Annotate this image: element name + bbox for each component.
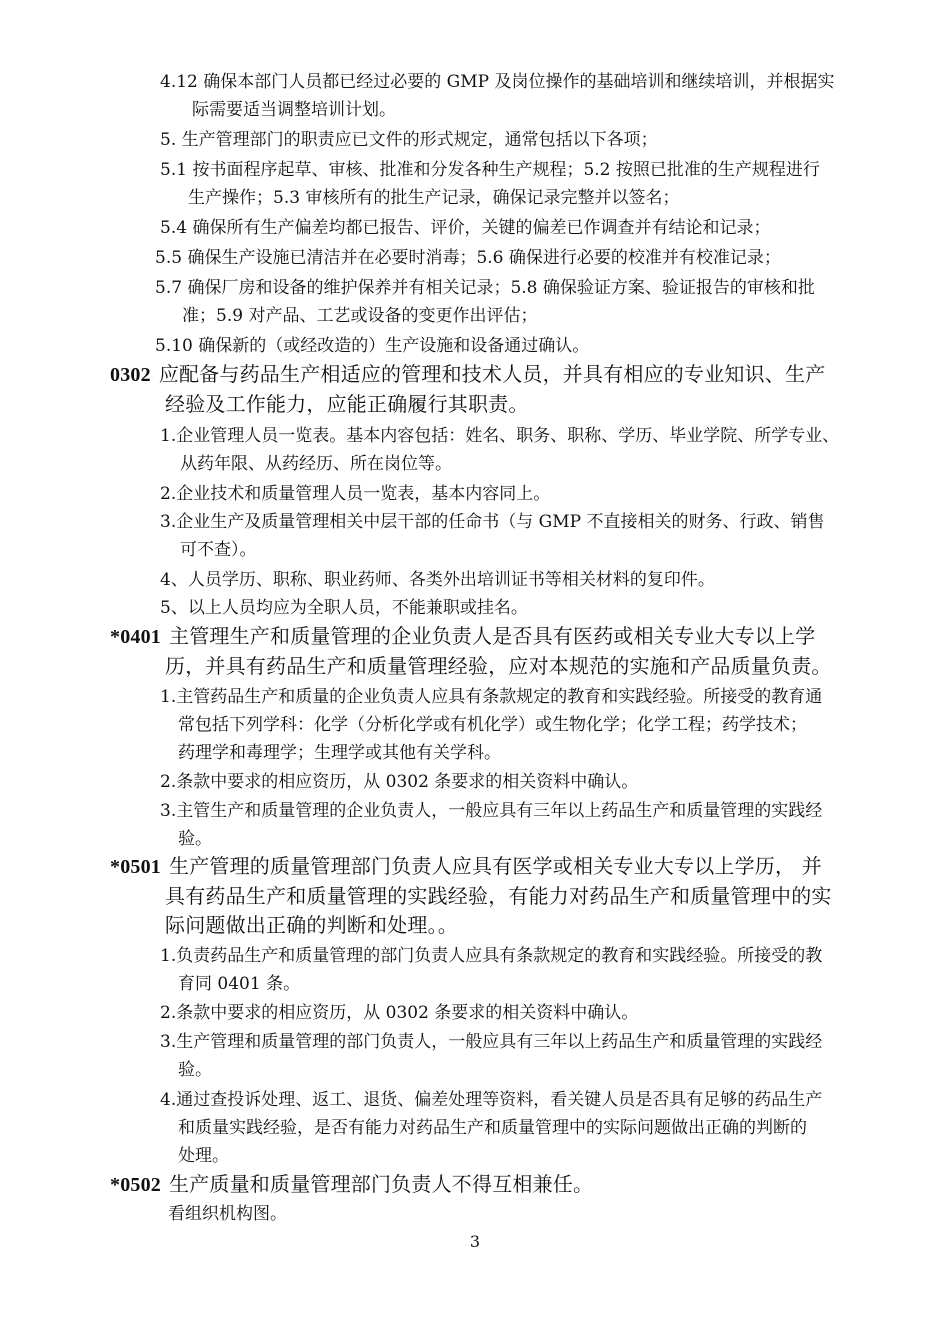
text-line	[178, 711, 807, 739]
text-line	[178, 970, 300, 998]
line-text: 际问题做出正确的判断和处理。。	[165, 913, 458, 937]
text-line	[160, 68, 835, 96]
text-line	[160, 999, 638, 1027]
text-line	[165, 882, 832, 910]
line-text: 5.4 确保所有生产偏差均都已报告、评价，关键的偏差已作调查并有结论和记录；	[160, 218, 771, 238]
text-line	[160, 566, 715, 594]
line-text: 1.主管药品生产和质量的企业负责人应具有条款规定的教育和实践经验。所接受的教育通	[160, 687, 823, 707]
clause-code: 0302	[110, 364, 151, 386]
text-line	[180, 536, 257, 564]
text-line	[168, 1200, 287, 1228]
line-text: 生产操作；5.3 审核所有的批生产记录，确保记录完整并以签名；	[188, 188, 680, 208]
line-text: 5.7 确保厂房和设备的维护保养并有相关记录；5.8 确保验证方案、验证报告的审核和批	[155, 278, 815, 298]
line-text: 5.5 确保生产设施已清洁并在必要时消毒；5.6 确保进行必要的校准并有校准记录；	[155, 248, 781, 268]
text-line	[192, 96, 396, 124]
clause-code: *0401	[110, 626, 161, 648]
text-line	[160, 594, 528, 622]
line-text: 处理。	[178, 1146, 229, 1166]
line-text: 主管理生产和质量管理的企业负责人是否具有医药或相关专业大专以上学	[169, 624, 816, 648]
text-line	[160, 508, 824, 536]
line-text: 验。	[178, 829, 212, 849]
text-line	[160, 683, 822, 711]
text-line	[155, 332, 589, 360]
line-text: 应配备与药品生产相适应的管理和技术人员，并具有相应的专业知识、生产	[158, 362, 826, 386]
page-number: 3	[469, 1232, 481, 1251]
line-text: 际需要适当调整培训计划。	[192, 100, 396, 120]
line-text: 5.10 确保新的（或经改造的）生产设施和设备通过确认。	[155, 336, 590, 356]
line-text: 生产质量和质量管理部门负责人不得互相兼任。	[169, 1172, 594, 1196]
text-line	[160, 156, 820, 184]
line-text: 2.条款中要求的相应资历，从 0302 条要求的相关资料中确认。	[160, 1003, 639, 1023]
line-text: 3.生产管理和质量管理的部门负责人，一般应具有三年以上药品生产和质量管理的实践经	[160, 1032, 823, 1052]
line-text: 2.条款中要求的相应资历，从 0302 条要求的相关资料中确认。	[160, 772, 639, 792]
text-line	[182, 302, 537, 330]
text-line	[178, 1056, 212, 1084]
line-text: 从药年限、从药经历、所在岗位等。	[180, 454, 452, 474]
line-text: 看组织机构图。	[168, 1204, 287, 1224]
text-line	[110, 852, 822, 880]
clause-code: *0501	[110, 856, 161, 878]
line-text: 3.主管生产和质量管理的企业负责人，一般应具有三年以上药品生产和质量管理的实践经	[160, 801, 823, 821]
line-text: 5. 生产管理部门的职责应已文件的形式规定，通常包括以下各项；	[160, 130, 658, 150]
line-text: 4.12 确保本部门人员都已经过必要的 GMP 及岗位操作的基础培训和继续培训，并根据实	[160, 72, 835, 92]
line-text: 4、人员学历、职称、职业药师、各类外出培训证书等相关材料的复印件。	[160, 570, 715, 590]
text-line	[178, 1142, 229, 1170]
text-line	[110, 360, 825, 388]
text-line	[110, 1170, 593, 1198]
text-line	[160, 214, 770, 242]
line-text: 育同 0401 条。	[178, 974, 301, 994]
text-line	[165, 652, 832, 680]
line-text: 经验及工作能力，应能正确履行其职责。	[165, 392, 529, 416]
text-line	[110, 622, 815, 650]
text-line	[188, 184, 679, 212]
clause-code: *0502	[110, 1174, 161, 1196]
line-text: 2.企业技术和质量管理人员一览表，基本内容同上。	[160, 484, 551, 504]
text-line	[178, 825, 212, 853]
text-line	[160, 1086, 822, 1114]
line-text: 历，并具有药品生产和质量管理经验，应对本规范的实施和产品质量负责。	[165, 654, 832, 678]
line-text: 可不查）。	[180, 540, 257, 560]
text-line	[160, 768, 638, 796]
line-text: 常包括下列学科：化学（分析化学或有机化学）或生物化学；化学工程；药学技术；	[178, 715, 807, 735]
text-line	[160, 126, 658, 154]
line-text: 5.1 按书面程序起草、审核、批准和分发各种生产规程；5.2 按照已批准的生产规程进行	[160, 160, 820, 180]
line-text: 具有药品生产和质量管理的实践经验，有能力对药品生产和质量管理中的实	[165, 884, 832, 908]
text-line	[160, 1028, 822, 1056]
line-text: 和质量实践经验，是否有能力对药品生产和质量管理中的实际问题做出正确的判断的	[178, 1118, 807, 1138]
text-line	[178, 1114, 807, 1142]
line-text: 5、以上人员均应为全职人员，不能兼职或挂名。	[160, 598, 528, 618]
line-text: 验。	[178, 1060, 212, 1080]
text-line	[160, 797, 822, 825]
line-text: 1.企业管理人员一览表。基本内容包括：姓名、职务、职称、学历、毕业学院、所学专业、	[160, 426, 840, 446]
text-line	[180, 450, 452, 478]
text-line	[160, 480, 550, 508]
text-line	[165, 390, 529, 418]
text-line	[178, 739, 501, 767]
line-text: 生产管理的质量管理部门负责人应具有医学或相关专业大专以上学历， 并	[169, 854, 822, 878]
text-line	[155, 244, 781, 272]
line-text: 1.负责药品生产和质量管理的部门负责人应具有条款规定的教育和实践经验。所接受的教	[160, 946, 823, 966]
text-line	[165, 911, 458, 939]
line-text: 药理学和毒理学；生理学或其他有关学科。	[178, 743, 501, 763]
text-line	[155, 274, 815, 302]
text-line	[160, 942, 822, 970]
line-text: 3.企业生产及质量管理相关中层干部的任命书（与 GMP 不直接相关的财务、行政、销售	[160, 512, 825, 532]
line-text: 4.通过查投诉处理、返工、退货、偏差处理等资料，看关键人员是否具有足够的药品生产	[160, 1090, 823, 1110]
text-line	[160, 422, 839, 450]
line-text: 准；5.9 对产品、工艺或设备的变更作出评估；	[182, 306, 538, 326]
